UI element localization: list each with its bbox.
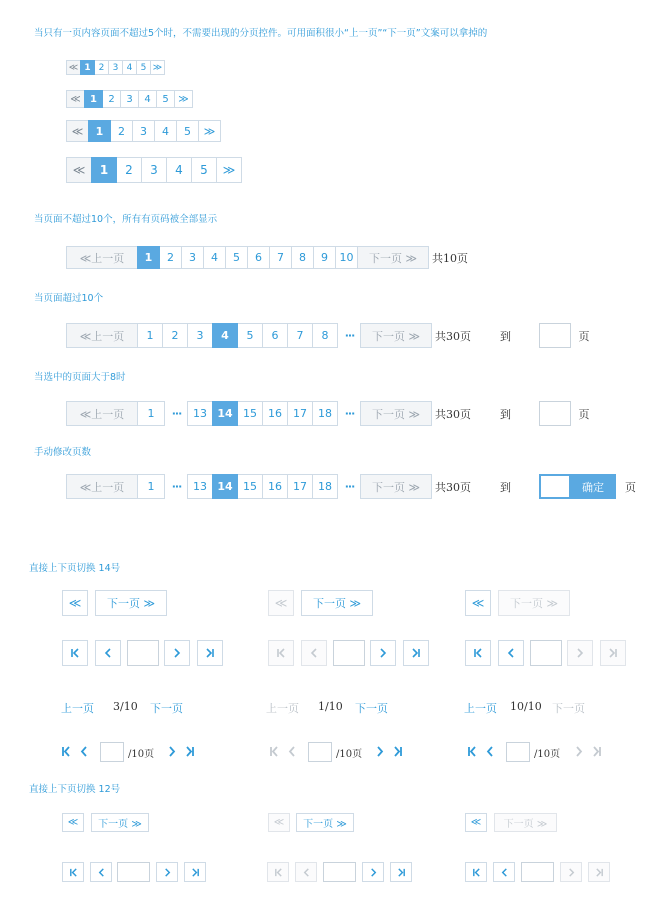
page-button[interactable]: 9 <box>313 246 336 269</box>
last-page-icon[interactable] <box>393 746 403 757</box>
page-counter: 10/10 <box>510 700 542 713</box>
page-button[interactable]: 18 <box>312 401 338 426</box>
page-button[interactable]: 2 <box>116 157 142 183</box>
first-page-icon[interactable] <box>62 640 88 666</box>
page-button[interactable]: 3 <box>120 90 139 108</box>
page-unit: 页 <box>578 407 590 421</box>
page-button[interactable]: 4 <box>203 246 226 269</box>
page-button[interactable]: 8 <box>291 246 314 269</box>
page-input[interactable] <box>521 862 554 882</box>
pagination-manual <box>66 474 639 499</box>
prev-button[interactable]: ≪上一页 <box>66 401 138 426</box>
pagination-far <box>66 401 594 426</box>
next-link[interactable]: 下一页 <box>150 702 183 715</box>
prev-arrow-button[interactable]: ≪ <box>66 60 81 75</box>
page-button[interactable]: 15 <box>237 401 263 426</box>
next-arrow-button[interactable]: ≫ <box>216 157 242 183</box>
per-page-label: /10页 <box>128 749 155 760</box>
next-button[interactable]: 下一页 ≫ <box>91 813 149 832</box>
next-page-icon[interactable] <box>560 862 582 882</box>
first-arrow-button[interactable]: ≪ <box>268 590 294 616</box>
page-button[interactable]: 1 <box>91 157 117 183</box>
last-page-icon[interactable] <box>197 640 223 666</box>
first-page-icon[interactable] <box>268 640 294 666</box>
page-unit: 页 <box>578 329 590 343</box>
prev-page-icon[interactable] <box>486 746 494 757</box>
next-arrow-button[interactable]: ≫ <box>150 60 165 75</box>
page-button[interactable]: 1 <box>88 120 111 142</box>
prev-page-icon[interactable] <box>288 746 296 757</box>
page-button[interactable]: 4 <box>212 323 238 348</box>
page-button[interactable]: 17 <box>287 474 313 499</box>
pagination-md <box>66 120 221 142</box>
prev-link[interactable]: 上一页 <box>266 702 299 715</box>
page-button[interactable]: 15 <box>237 474 263 499</box>
page-button[interactable]: 1 <box>137 246 160 269</box>
page-button[interactable]: 8 <box>312 323 338 348</box>
page-button[interactable]: 2 <box>102 90 121 108</box>
page-button[interactable]: 4 <box>166 157 192 183</box>
page-button[interactable]: 17 <box>287 401 313 426</box>
page-button[interactable]: 14 <box>212 474 238 499</box>
page-button[interactable]: 1 <box>137 401 165 426</box>
page-button[interactable]: 5 <box>191 157 217 183</box>
next-link[interactable]: 下一页 <box>355 702 388 715</box>
first-page-icon[interactable] <box>62 862 84 882</box>
next-button[interactable]: 下一页 ≫ <box>360 323 432 348</box>
next-page-icon[interactable] <box>156 862 178 882</box>
first-arrow-button[interactable]: ≪ <box>268 813 290 832</box>
page-unit: 页 <box>625 480 636 494</box>
first-page-icon[interactable] <box>61 746 71 757</box>
page-button[interactable]: 7 <box>269 246 292 269</box>
page-button[interactable]: 5 <box>176 120 199 142</box>
next-button[interactable]: 下一页 ≫ <box>360 474 432 499</box>
total-pages: 共10页 <box>432 251 468 265</box>
page-button[interactable]: 1 <box>137 474 165 499</box>
prev-page-icon[interactable] <box>95 640 121 666</box>
goto-page-input[interactable] <box>539 401 571 426</box>
goto-page-input[interactable] <box>539 474 571 499</box>
first-page-icon[interactable] <box>467 746 477 757</box>
page-counter: 1/10 <box>318 700 343 713</box>
last-page-icon[interactable] <box>390 862 412 882</box>
goto-label: 到 <box>500 407 511 421</box>
confirm-button[interactable]: 确定 <box>570 474 616 499</box>
page-button[interactable]: 14 <box>212 401 238 426</box>
page-button[interactable]: 2 <box>94 60 109 75</box>
next-link[interactable]: 下一页 <box>552 702 585 715</box>
per-page-label: /10页 <box>336 749 363 760</box>
pagination-over-ten <box>66 323 594 348</box>
goto-label: 到 <box>500 480 511 494</box>
ellipsis: ··· <box>344 407 355 420</box>
first-arrow-button[interactable]: ≪ <box>465 813 487 832</box>
first-arrow-button[interactable]: ≪ <box>465 590 491 616</box>
next-arrow-button[interactable]: ≫ <box>174 90 193 108</box>
pagination-xs <box>66 60 165 75</box>
page-button[interactable]: 4 <box>122 60 137 75</box>
ellipsis: ··· <box>344 480 355 493</box>
page-button[interactable]: 10 <box>335 246 358 269</box>
prev-page-icon[interactable] <box>301 640 327 666</box>
page-button[interactable]: 3 <box>108 60 123 75</box>
page-button[interactable]: 2 <box>110 120 133 142</box>
page-input[interactable] <box>100 742 124 762</box>
prev-arrow-button[interactable]: ≪ <box>66 90 85 108</box>
first-page-icon[interactable] <box>269 746 279 757</box>
prev-arrow-button[interactable]: ≪ <box>66 157 92 183</box>
total-pages: 共30页 <box>435 329 471 343</box>
section-caption-size-12: 直接上下页切换 12号 <box>29 784 121 795</box>
page-button[interactable]: 16 <box>262 474 288 499</box>
page-button[interactable]: 3 <box>141 157 167 183</box>
next-page-icon[interactable] <box>362 862 384 882</box>
last-page-icon[interactable] <box>185 746 195 757</box>
prev-arrow-button[interactable]: ≪ <box>66 120 89 142</box>
prev-button[interactable]: ≪上一页 <box>66 474 138 499</box>
section-caption-far-page: 当选中的页面大于8时 <box>34 372 126 383</box>
next-button[interactable]: 下一页 ≫ <box>95 590 167 616</box>
prev-page-icon[interactable] <box>498 640 524 666</box>
total-pages: 共30页 <box>435 407 471 421</box>
ellipsis: ··· <box>344 329 355 342</box>
page-button[interactable]: 16 <box>262 401 288 426</box>
last-page-icon[interactable] <box>600 640 626 666</box>
page-input[interactable] <box>530 640 562 666</box>
prev-button[interactable]: ≪上一页 <box>66 246 138 269</box>
ellipsis: ··· <box>171 407 182 420</box>
page-counter: 3/10 <box>113 700 138 713</box>
first-page-icon[interactable] <box>465 640 491 666</box>
prev-page-icon[interactable] <box>80 746 88 757</box>
page-input[interactable] <box>117 862 150 882</box>
page-input[interactable] <box>308 742 332 762</box>
next-page-icon[interactable] <box>575 746 583 757</box>
prev-button[interactable]: ≪上一页 <box>66 323 138 348</box>
last-page-icon[interactable] <box>588 862 610 882</box>
page-button[interactable]: 7 <box>287 323 313 348</box>
page-button[interactable]: 6 <box>247 246 270 269</box>
page-button[interactable]: 3 <box>187 323 213 348</box>
pagination-ten <box>66 246 468 269</box>
next-button[interactable]: 下一页 ≫ <box>494 813 557 832</box>
page-button[interactable]: 5 <box>225 246 248 269</box>
page-button[interactable]: 13 <box>187 401 213 426</box>
page-input[interactable] <box>333 640 365 666</box>
page-button[interactable]: 4 <box>138 90 157 108</box>
section-caption-ten-pages: 当页面不超过10个，所有有页码被全部显示 <box>34 214 218 225</box>
next-button[interactable]: 下一页 ≫ <box>296 813 354 832</box>
next-page-icon[interactable] <box>370 640 396 666</box>
section-caption-over-ten: 当页面超过10个 <box>34 293 104 304</box>
per-page-label: /10页 <box>534 749 561 760</box>
first-arrow-button[interactable]: ≪ <box>62 590 88 616</box>
page-button[interactable]: 3 <box>132 120 155 142</box>
section-caption-size-14: 直接上下页切换 14号 <box>29 563 121 574</box>
page-button[interactable]: 2 <box>162 323 188 348</box>
goto-page-input[interactable] <box>539 323 571 348</box>
page-button[interactable]: 1 <box>80 60 95 75</box>
page-input[interactable] <box>127 640 159 666</box>
next-button[interactable]: 下一页 ≫ <box>498 590 570 616</box>
last-page-icon[interactable] <box>403 640 429 666</box>
page-input[interactable] <box>506 742 530 762</box>
page-input[interactable] <box>323 862 356 882</box>
total-pages: 共30页 <box>435 480 471 494</box>
next-page-icon[interactable] <box>376 746 384 757</box>
prev-link[interactable]: 上一页 <box>61 702 94 715</box>
pagination-sm <box>66 90 193 108</box>
page-button[interactable]: 5 <box>136 60 151 75</box>
page-button[interactable]: 1 <box>84 90 103 108</box>
page-button[interactable]: 5 <box>237 323 263 348</box>
page-button[interactable]: 6 <box>262 323 288 348</box>
next-button[interactable]: 下一页 ≫ <box>301 590 373 616</box>
page-button[interactable]: 5 <box>156 90 175 108</box>
last-page-icon[interactable] <box>592 746 602 757</box>
section-caption-single-page: 当只有一页内容页面不超过5个时，不需要出现的分页控件。可用面积很小“上一页”“下一页”文案可以拿掉的 <box>34 28 488 39</box>
prev-page-icon[interactable] <box>90 862 112 882</box>
last-page-icon[interactable] <box>184 862 206 882</box>
page-button[interactable]: 1 <box>137 323 163 348</box>
prev-link[interactable]: 上一页 <box>464 702 497 715</box>
page-button[interactable]: 13 <box>187 474 213 499</box>
prev-page-icon[interactable] <box>295 862 317 882</box>
page-button[interactable]: 3 <box>181 246 204 269</box>
ellipsis: ··· <box>171 480 182 493</box>
next-button[interactable]: 下一页 ≫ <box>357 246 429 269</box>
first-page-icon[interactable] <box>267 862 289 882</box>
next-page-icon[interactable] <box>164 640 190 666</box>
pagination-lg <box>66 157 242 183</box>
next-page-icon[interactable] <box>168 746 176 757</box>
next-arrow-button[interactable]: ≫ <box>198 120 221 142</box>
next-page-icon[interactable] <box>567 640 593 666</box>
page-button[interactable]: 18 <box>312 474 338 499</box>
page-button[interactable]: 4 <box>154 120 177 142</box>
page-button[interactable]: 2 <box>159 246 182 269</box>
next-button[interactable]: 下一页 ≫ <box>360 401 432 426</box>
section-caption-manual: 手动修改页数 <box>34 447 92 458</box>
goto-label: 到 <box>500 329 511 343</box>
prev-page-icon[interactable] <box>493 862 515 882</box>
first-arrow-button[interactable]: ≪ <box>62 813 84 832</box>
first-page-icon[interactable] <box>465 862 487 882</box>
